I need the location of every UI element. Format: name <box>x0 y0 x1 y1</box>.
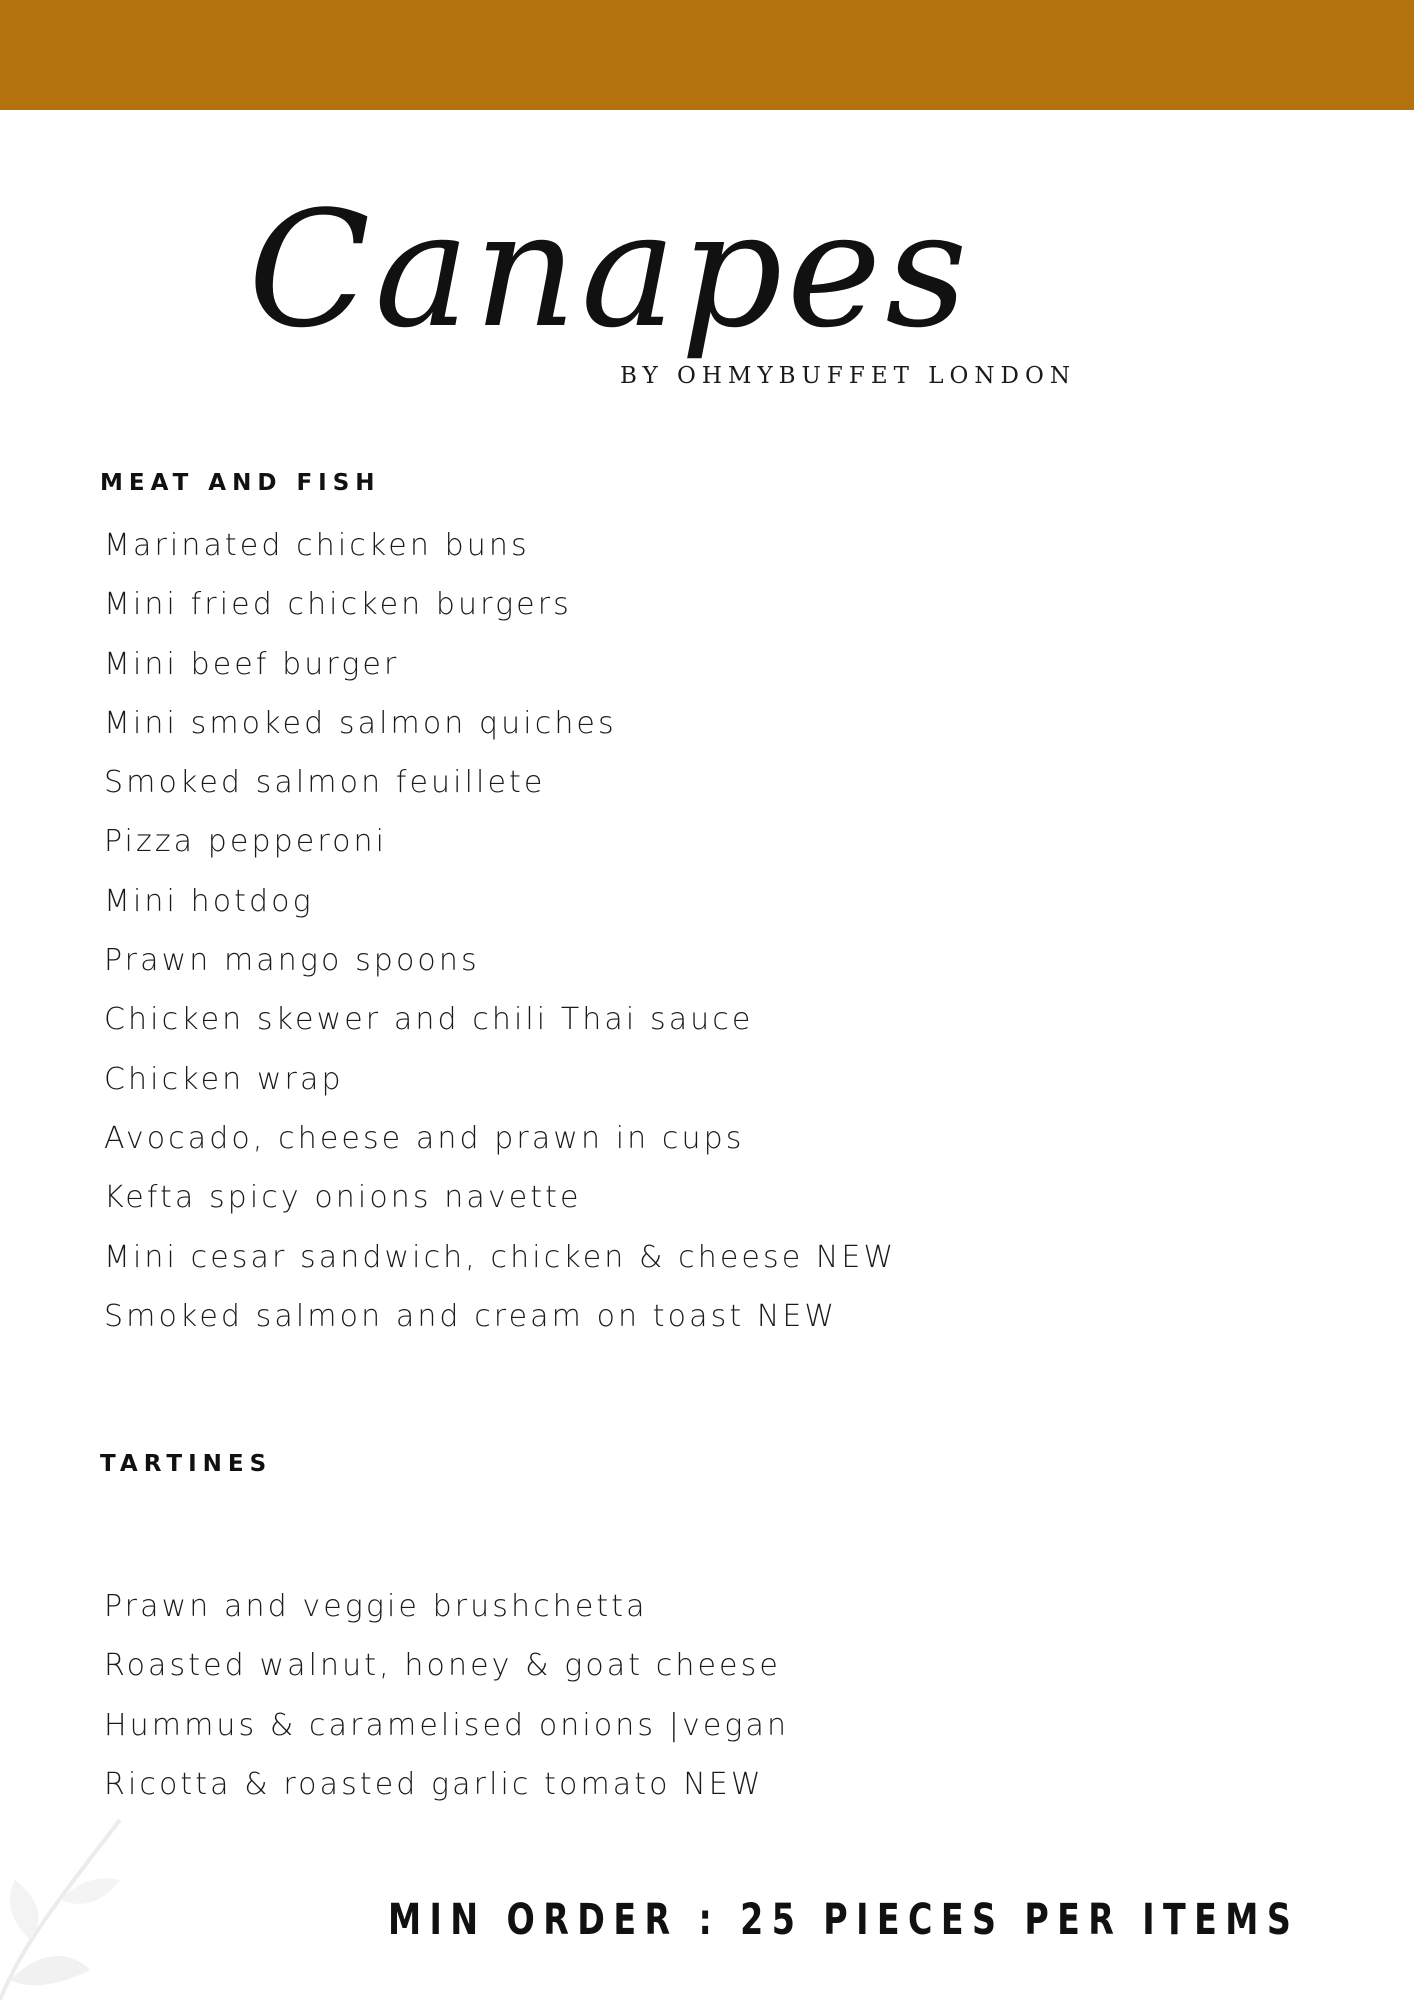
title-text: Canapes <box>248 176 972 363</box>
list-item: Chicken skewer and chili Thai sauce <box>104 1002 754 1038</box>
list-item: Roasted walnut, honey & goat cheese <box>104 1648 781 1684</box>
list-item: Marinated chicken buns <box>104 528 530 563</box>
list-item: Smoked salmon feuillete <box>104 765 546 801</box>
tartines-list <box>104 1577 789 1814</box>
list-item: Pizza pepperoni <box>104 824 388 860</box>
list-item: Mini fried chicken burgers <box>104 587 572 623</box>
list-item: Hummus & caramelised onions |vegan <box>104 1707 790 1743</box>
list-item: Mini smoked salmon quiches <box>104 705 617 741</box>
section-heading-meat-and-fish: MEAT AND FISH <box>100 470 381 496</box>
list-item: Mini beef burger <box>104 646 400 682</box>
script-title-art <box>248 150 1148 380</box>
meat-and-fish-list <box>104 516 896 1346</box>
list-item: Chicken wrap <box>104 1061 344 1097</box>
page-title <box>248 150 1148 380</box>
top-accent-band <box>0 0 1414 110</box>
list-item: Avocado, cheese and prawn in cups <box>104 1120 745 1156</box>
section-heading-tartines: TARTINES <box>100 1451 273 1477</box>
leaf-decoration-icon <box>0 1800 160 2000</box>
list-item: Mini cesar sandwich, chicken & cheese NEW <box>104 1239 897 1275</box>
list-item: Kefta spicy onions navette <box>104 1180 582 1216</box>
min-order-note: MIN ORDER : 25 PIECES PER ITEMS <box>388 1895 1300 1945</box>
byline: BY OHMYBUFFET LONDON <box>620 363 1076 389</box>
list-item: Prawn and veggie brushchetta <box>104 1589 648 1624</box>
list-item: Ricotta & roasted garlic tomato NEW <box>104 1766 764 1802</box>
list-item: Prawn mango spoons <box>104 943 480 979</box>
list-item: Mini hotdog <box>104 883 314 919</box>
list-item: Smoked salmon and cream on toast NEW <box>104 1298 838 1334</box>
